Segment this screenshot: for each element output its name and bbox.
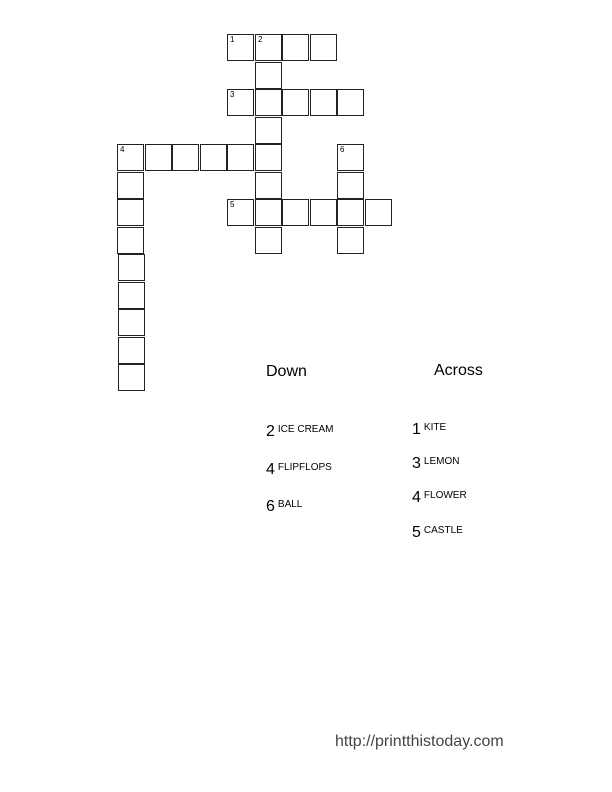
down-heading: Down	[266, 363, 307, 380]
grid-cell[interactable]	[282, 34, 309, 61]
clue-word: FLOWER	[423, 490, 467, 501]
clue-word: CASTLE	[423, 525, 463, 536]
clue-word: ICE CREAM	[277, 424, 334, 435]
across-heading: Across	[434, 362, 483, 379]
grid-cell[interactable]	[172, 144, 199, 171]
grid-cell[interactable]	[227, 144, 254, 171]
grid-cell[interactable]	[227, 199, 254, 226]
grid-cell[interactable]	[118, 254, 145, 281]
grid-cell[interactable]	[310, 89, 337, 116]
grid-cell[interactable]	[255, 34, 282, 61]
cell-number: 1	[230, 35, 235, 44]
grid-cell[interactable]	[255, 199, 282, 226]
clue-across-4	[412, 489, 467, 507]
grid-cell[interactable]	[337, 144, 364, 171]
clue-number: 5	[412, 524, 421, 541]
grid-cell[interactable]	[255, 62, 282, 89]
grid-cell[interactable]	[227, 34, 254, 61]
clue-down-2	[266, 423, 333, 441]
clue-word: LEMON	[423, 456, 460, 467]
clue-number: 4	[412, 489, 421, 506]
grid-cell[interactable]	[337, 89, 364, 116]
clue-word: BALL	[277, 499, 303, 510]
clue-across-3	[412, 455, 459, 473]
grid-cell[interactable]	[282, 199, 309, 226]
grid-cell[interactable]	[337, 227, 364, 254]
cell-number: 2	[258, 35, 263, 44]
grid-cell[interactable]	[117, 199, 144, 226]
grid-cell[interactable]	[255, 144, 282, 171]
grid-cell[interactable]	[365, 199, 392, 226]
cell-number: 3	[230, 90, 235, 99]
grid-cell[interactable]	[118, 309, 145, 336]
clue-number: 4	[266, 461, 275, 478]
grid-cell[interactable]	[227, 89, 254, 116]
grid-cell[interactable]	[337, 199, 364, 226]
grid-cell[interactable]	[255, 89, 282, 116]
grid-cell[interactable]	[255, 172, 282, 199]
clue-word: FLIPFLOPS	[277, 462, 332, 473]
grid-cell[interactable]	[337, 172, 364, 199]
clue-down-4	[266, 461, 332, 479]
grid-cell[interactable]	[118, 337, 145, 364]
cell-number: 4	[120, 145, 125, 154]
cell-number: 5	[230, 200, 235, 209]
grid-cell[interactable]	[118, 364, 145, 391]
clue-word: KITE	[423, 422, 447, 433]
grid-cell[interactable]	[200, 144, 227, 171]
grid-cell[interactable]	[117, 144, 144, 171]
clue-across-1	[412, 421, 446, 439]
grid-cell[interactable]	[255, 227, 282, 254]
clue-down-6	[266, 498, 302, 516]
grid-cell[interactable]	[117, 172, 144, 199]
grid-cell[interactable]	[282, 89, 309, 116]
clue-number: 6	[266, 498, 275, 515]
grid-cell[interactable]	[118, 282, 145, 309]
grid-cell[interactable]	[117, 227, 144, 254]
grid-cell[interactable]	[145, 144, 172, 171]
clue-number: 1	[412, 421, 421, 438]
clue-across-5	[412, 524, 463, 542]
clue-number: 3	[412, 455, 421, 472]
grid-cell[interactable]	[310, 34, 337, 61]
clue-number: 2	[266, 423, 275, 440]
footer-url[interactable]: http://printthistoday.com	[335, 733, 504, 750]
grid-cell[interactable]	[255, 117, 282, 144]
cell-number: 6	[340, 145, 345, 154]
grid-cell[interactable]	[310, 199, 337, 226]
